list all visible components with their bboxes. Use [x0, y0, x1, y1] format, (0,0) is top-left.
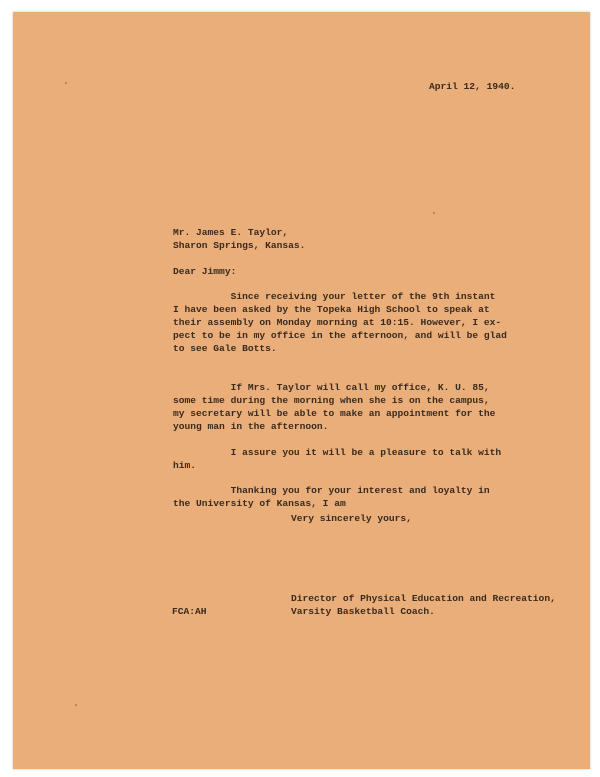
typist-initials: FCA:AH	[172, 606, 207, 617]
closing: Very sincerely yours,	[291, 513, 412, 524]
paragraph-line: I have been asked by the Topeka High School to speak at	[173, 304, 490, 315]
signature-title-2: Varsity Basketball Coach.	[291, 606, 435, 617]
paper-speck	[65, 82, 67, 84]
recipient-name: Mr. James E. Taylor,	[173, 227, 289, 238]
paragraph-line: Since receiving your letter of the 9th instant	[173, 291, 496, 302]
paper-speck	[433, 212, 435, 214]
paper-speck	[75, 704, 77, 706]
body-paragraph-3	[173, 446, 573, 472]
paragraph-line: the University of Kansas, I am	[173, 498, 346, 509]
paragraph-line: Thanking you for your interest and loyalty in	[173, 485, 490, 496]
paragraph-line: pect to be in my office in the afternoon, and will be glad	[173, 330, 507, 341]
letter-page	[13, 12, 590, 769]
paragraph-line: some time during the morning when she is on the campus,	[173, 395, 490, 406]
body-paragraph-1	[173, 290, 573, 355]
recipient-address: Sharon Springs, Kansas.	[173, 240, 306, 251]
paragraph-line: I assure you it will be a pleasure to talk with	[173, 447, 502, 458]
letter-date: April 12, 1940.	[429, 81, 516, 92]
paragraph-line: If Mrs. Taylor will call my office, K. U. 85,	[173, 382, 490, 393]
paragraph-line: to see Gale Botts.	[173, 343, 277, 354]
body-paragraph-2	[173, 381, 573, 433]
paragraph-line: him.	[173, 460, 197, 471]
paragraph-line: my secretary will be able to make an appointment for the	[173, 408, 496, 419]
paragraph-line: young man in the afternoon.	[173, 421, 329, 432]
signature-title-1: Director of Physical Education and Recreation,	[291, 593, 556, 604]
salutation: Dear Jimmy:	[173, 266, 237, 277]
paragraph-line: their assembly on Monday morning at 10:15. However, I ex-	[173, 317, 502, 328]
body-paragraph-4	[173, 484, 573, 510]
